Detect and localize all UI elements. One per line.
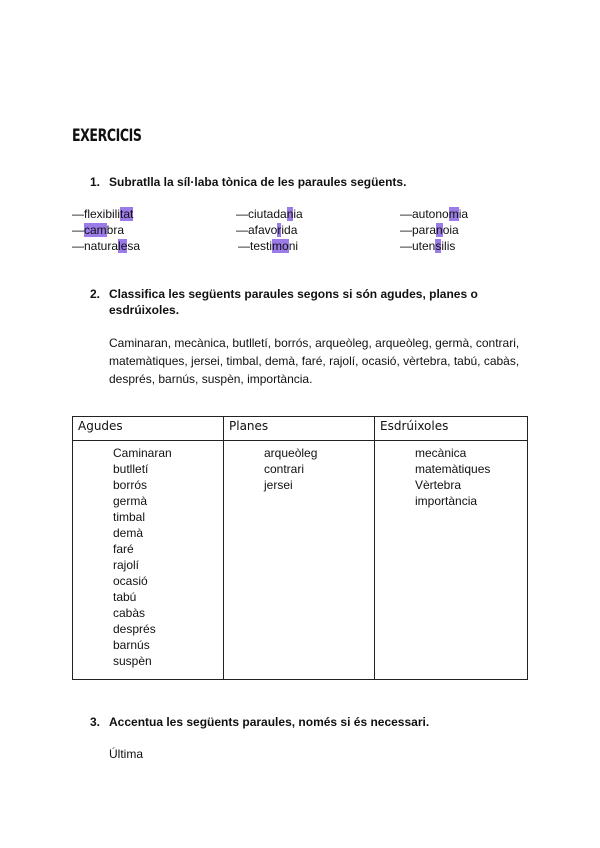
tonic-syllable-highlight: tat (120, 207, 134, 221)
question-1-text: Subratlla la síl·laba tònica de les paraules següents. (109, 175, 407, 189)
tonic-syllable-highlight: mo (272, 239, 289, 253)
word-part: —uten (400, 239, 436, 253)
word-part: ia (458, 207, 469, 221)
table-word: barnús (113, 638, 150, 652)
cell-agudes[interactable] (73, 441, 224, 680)
word-item[interactable] (72, 206, 133, 222)
header-planes: Planes (224, 417, 375, 441)
table-word: faré (113, 542, 134, 556)
tonic-syllable-highlight: n (436, 223, 443, 237)
page-title: EXERCICIS (72, 126, 142, 146)
esdruixoles-list (375, 445, 527, 509)
tonic-syllable-highlight: m (448, 207, 459, 221)
word-part: ida (281, 223, 298, 237)
word-part: —testi (238, 239, 273, 253)
table-word: arqueòleg (264, 446, 318, 460)
question-2-number: 2. (90, 287, 101, 301)
table-word: suspèn (113, 654, 152, 668)
table-word: importància (415, 494, 478, 508)
table-word: demà (113, 526, 144, 540)
word-item[interactable] (400, 238, 455, 254)
word-part: sa (127, 239, 141, 253)
table-word: rajolí (113, 558, 140, 572)
table-word: contrari (264, 462, 305, 476)
word-part: —flexibili (72, 207, 121, 221)
word-part: ni (288, 239, 299, 253)
word-item[interactable] (236, 206, 303, 222)
word-item[interactable] (72, 238, 140, 254)
table-word: borrós (113, 478, 148, 492)
word-part: —ciutada (236, 207, 287, 221)
planes-list (224, 445, 374, 493)
word-part: —afavo (236, 223, 278, 237)
question-1-number: 1. (90, 175, 101, 189)
table-word: cabàs (113, 606, 146, 620)
word-part: —natura (72, 239, 119, 253)
tonic-syllable-highlight: r (277, 223, 282, 237)
table-word: jersei (264, 478, 293, 492)
word-item[interactable] (72, 222, 124, 238)
table-word: butlletí (113, 462, 149, 476)
table-word: timbal (113, 510, 146, 524)
question-2-text: Classifica les següents paraules segons si són agudes, planes o esdrúixoles. (109, 287, 478, 317)
table-word: matemàtiques (415, 462, 491, 476)
cell-esdruixoles[interactable] (375, 441, 528, 680)
tonic-syllable-highlight: cam (84, 223, 107, 237)
word-part: oia (442, 223, 459, 237)
table-word: germà (113, 494, 148, 508)
q3-word: Última (109, 747, 144, 761)
classification-table (72, 416, 528, 680)
table-word: Caminaran (113, 446, 172, 460)
word-part: —para (400, 223, 437, 237)
word-paragraph: Caminaran, mecànica, butlletí, borrós, arqueòleg, arqueòleg, germà, contrari, matemàtiques, jersei, timbal, demà, faré, rajolí, ocasió, vèrtebra, tabú, cabàs, després, barnús, suspèn, importància. (109, 336, 520, 386)
table-word: després (113, 622, 156, 636)
word-item[interactable] (400, 206, 468, 222)
header-agudes: Agudes (73, 417, 224, 441)
word-item[interactable] (238, 238, 298, 254)
word-part: ia (293, 207, 303, 221)
agudes-list (73, 445, 223, 669)
tonic-syllable-highlight: n (286, 207, 294, 221)
table-word: ocasió (113, 574, 148, 588)
word-part: — (72, 223, 84, 237)
tonic-syllable-highlight: le (118, 239, 128, 253)
table-word: Vèrtebra (415, 478, 462, 492)
question-3-text: Accentua les següents paraules, només si és necessari. (109, 715, 430, 729)
header-esdruixoles: Esdrúixoles (375, 417, 528, 441)
cell-planes[interactable] (224, 441, 375, 680)
table-word: tabú (113, 590, 137, 604)
word-item[interactable] (236, 222, 297, 238)
word-part: ilis (441, 239, 456, 253)
word-part: bra (106, 223, 125, 237)
table-word: mecànica (415, 446, 467, 460)
tonic-syllable-highlight: s (435, 239, 442, 253)
word-part: —autono (400, 207, 449, 221)
question-3-number: 3. (90, 715, 101, 729)
word-item[interactable] (400, 222, 459, 238)
